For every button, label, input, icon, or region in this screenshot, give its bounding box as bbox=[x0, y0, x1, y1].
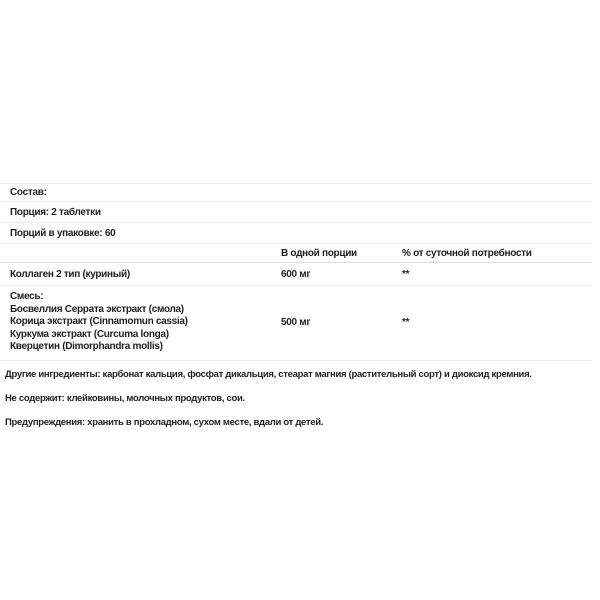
ingredient-row-collagen bbox=[0, 263, 592, 286]
ingredient-amount: 600 мг bbox=[281, 268, 311, 280]
note-other-ingredients: Другие ингредиенты: карбонат кальция, фосфат дикальция, стеарат магния (растительный сорт) и диоксид кремния. bbox=[5, 368, 532, 380]
row-servings-per-container bbox=[0, 223, 592, 244]
notes-section bbox=[0, 369, 592, 429]
blend-component-list bbox=[0, 291, 281, 354]
ingredient-daily-value: ** bbox=[402, 268, 410, 280]
supplement-facts-table bbox=[0, 183, 592, 361]
row-composition bbox=[0, 184, 592, 202]
supplement-facts-panel bbox=[0, 183, 592, 441]
blend-component: Куркума экстракт (Curcuma longa) bbox=[10, 328, 169, 340]
column-header-row bbox=[0, 244, 592, 263]
note-warnings: Предупреждения: хранить в прохладном, сухом месте, вдали от детей. bbox=[5, 416, 324, 428]
ingredient-name: Коллаген 2 тип (куриный) bbox=[10, 268, 130, 280]
blend-row bbox=[0, 286, 592, 361]
blend-component: Босвеллия Серрата экстракт (смола) bbox=[10, 303, 184, 315]
serving-size-label: Порция: 2 таблетки bbox=[10, 206, 101, 218]
blend-daily-value: ** bbox=[402, 316, 410, 328]
blend-component: Кверцетин (Dimorphandra mollis) bbox=[10, 341, 163, 352]
column-header-amount: В одной порции bbox=[281, 247, 357, 259]
servings-per-container-label: Порций в упаковке: 60 bbox=[10, 227, 116, 239]
column-header-daily-value: % от суточной потребности bbox=[402, 247, 532, 259]
blend-title: Смесь: bbox=[10, 291, 44, 302]
note-free-from: Не содержит: клейковины, молочных продуктов, сои. bbox=[5, 392, 245, 404]
composition-label: Состав: bbox=[10, 187, 47, 198]
blend-amount: 500 мг bbox=[281, 316, 311, 328]
row-serving-size bbox=[0, 202, 592, 223]
blend-component: Корица экстракт (Cinnamomun cassia) bbox=[10, 316, 188, 327]
